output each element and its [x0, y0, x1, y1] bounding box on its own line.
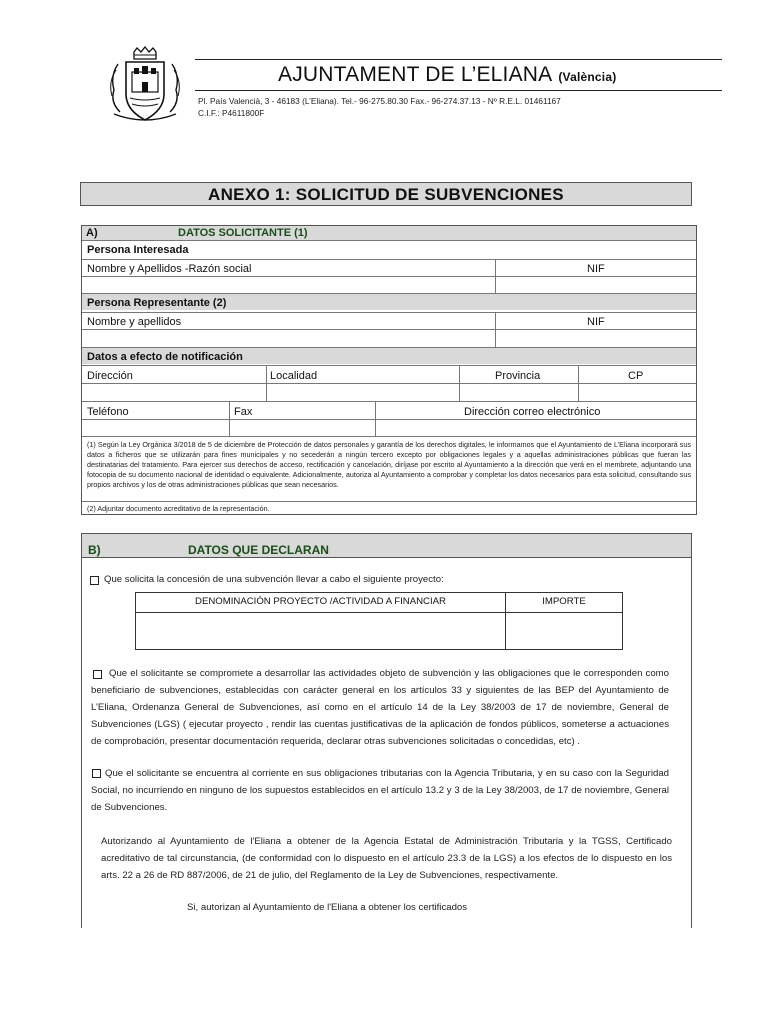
section-b-header — [81, 533, 692, 558]
project-name-header: DENOMINACIÓN PROYECTO /ACTIVIDAD A FINANCIAR — [136, 593, 506, 613]
interested-heading: Persona Interesada — [87, 244, 189, 256]
notification-heading: Datos a efecto de notificación — [87, 351, 243, 363]
option-project-text: Que solicita la concesión de una subvención llevar a cabo el siguiente proyecto: — [104, 574, 444, 585]
annex-title: ANEXO 1: SOLICITUD DE SUBVENCIONES — [80, 182, 692, 206]
address-label: Dirección — [87, 370, 133, 382]
option-tax-compliance-text: Que el solicitante se encuentra al corriente en sus obligaciones tributarias con la Agencia Tributaria, y en su caso con la Seguridad Social, no incurriendo en ninguno de los supuestos establecidos en el artículo 13.2 y 3 de la Ley 38/2003, de 17 de noviembre, General de Subvenciones. — [91, 768, 669, 813]
section-a-header — [82, 226, 696, 241]
municipal-crest — [104, 46, 186, 126]
address-field[interactable] — [85, 384, 263, 400]
rep-nif-field[interactable] — [498, 330, 694, 346]
institution-title — [278, 63, 616, 87]
header-rule-bottom — [195, 90, 722, 91]
region-label: (València) — [558, 70, 617, 84]
email-label: Dirección correo electrónico — [464, 406, 601, 418]
institution-name: AJUNTAMENT DE L’ELIANA — [278, 63, 553, 86]
section-b-left-border — [81, 558, 82, 928]
project-name-field[interactable] — [136, 613, 506, 649]
authorization-text: Autorizando al Ayuntamiento de l'Eliana a obtener de la Agencia Estatal de Administración Tributaria y la TGSS, Certificado acreditativo de tal circunstancia, (de conformidad con lo dispuesto en el artículo 23.3 de la LGS) a los efectos de lo dispuesto en los arts. 22 a 26 de RD 887/2006, de 21 de julio, del Reglamento de la Ley de Subvenciones, respectivamente. — [101, 836, 672, 881]
rep-name-label: Nombre y apellidos — [87, 316, 182, 328]
province-field[interactable] — [462, 384, 576, 400]
postcode-field[interactable] — [581, 384, 694, 400]
authorization-choice[interactable]: Si, autorizan al Ayuntamiento de l'Eliana a obtener los certificados — [187, 902, 468, 913]
name-field[interactable] — [87, 277, 493, 292]
amount-field[interactable] — [507, 613, 622, 649]
representative-heading: Persona Representante (2) — [87, 297, 227, 309]
address-line: Pl. País Valencià, 3 - 46183 (L’Eliana). Tel.- 96-275.80.30 Fax.- 96-274.37.13 - Nº R.E.L. 01461167 — [198, 96, 561, 106]
phone-label: Teléfono — [87, 406, 129, 418]
fax-label: Fax — [234, 406, 253, 418]
nif-label: NIF — [587, 263, 605, 275]
representation-footnote: (2) Adjuntar documento acreditativo de la representación. — [87, 504, 270, 513]
fax-field[interactable] — [232, 420, 373, 435]
option-commitment-text: Que el solicitante se compromete a desarrollar las actividades objeto de subvención y las obligaciones que le corresponden como beneficiario de subvenciones, establecidas con carácter general en los artículos 33 y siguientes de las BEP del Ayuntamiento de L’Eliana, Ordenanza General de Subvenciones, así como en el artículo 14 de la Ley 38/2003 de 17 de noviembre, General de Subvenciones (LGS) ( ejecutar proyecto , rendir las cuentas justificativas de la aplicación de fondos públicos, someterse a actuaciones de comprobación, presentar documentación requerida, declarar otras subvenciones solicitadas o concedidas, etc) . — [91, 668, 669, 747]
header-address — [198, 95, 561, 119]
option-project-checkbox[interactable] — [90, 576, 99, 585]
email-field[interactable] — [378, 420, 694, 435]
rep-nif-label: NIF — [587, 316, 605, 328]
province-label: Provincia — [495, 370, 541, 382]
data-protection-footnote: (1) Según la Ley Orgánica 3/2018 de 5 de diciembre de Protección de datos personales y garantía de los derechos digitales, le informamos que el Ayuntamiento de L’Eliana incorporará sus datos a ficheros que se utilizarán para fines municipales y no secederán a ningún tercero excepto por obligaciones legales y a aquellas administraciones públicas que fueran las destinatarias del tratamiento. Para ejercer sus derechos de acceso, rectificación y cancelación, diríjase por escrito al Ayuntamiento a la dirección que verá en el membrete, adjuntando una fotocopia de su documento nacional de identidad o equivalente. Adicionalmente, autoriza al Ayuntamiento a comprobar y completar los datos necesarios para esta solicitud, consultando sus propios archivos y los de otras administraciones públicas que sean necesarios. — [87, 440, 691, 489]
section-a-title: DATOS SOLICITANTE (1) — [178, 227, 308, 239]
section-a-applicant-data — [81, 225, 697, 515]
locality-label: Localidad — [270, 370, 318, 382]
rep-name-field[interactable] — [87, 330, 493, 346]
postcode-label: CP — [628, 370, 644, 382]
name-label: Nombre y Apellidos -Razón social — [87, 263, 252, 275]
phone-field[interactable] — [85, 420, 227, 435]
section-b-right-border — [691, 558, 692, 928]
section-b-letter: B) — [88, 543, 101, 557]
nif-field[interactable] — [498, 277, 694, 292]
amount-header: IMPORTE — [506, 593, 622, 613]
project-table — [135, 592, 623, 650]
cif-line: C.I.F.: P4611800F — [198, 108, 265, 118]
section-a-letter: A) — [86, 227, 98, 239]
locality-field[interactable] — [269, 384, 457, 400]
section-b-title: DATOS QUE DECLARAN — [188, 543, 329, 557]
header-rule-top — [195, 59, 722, 60]
